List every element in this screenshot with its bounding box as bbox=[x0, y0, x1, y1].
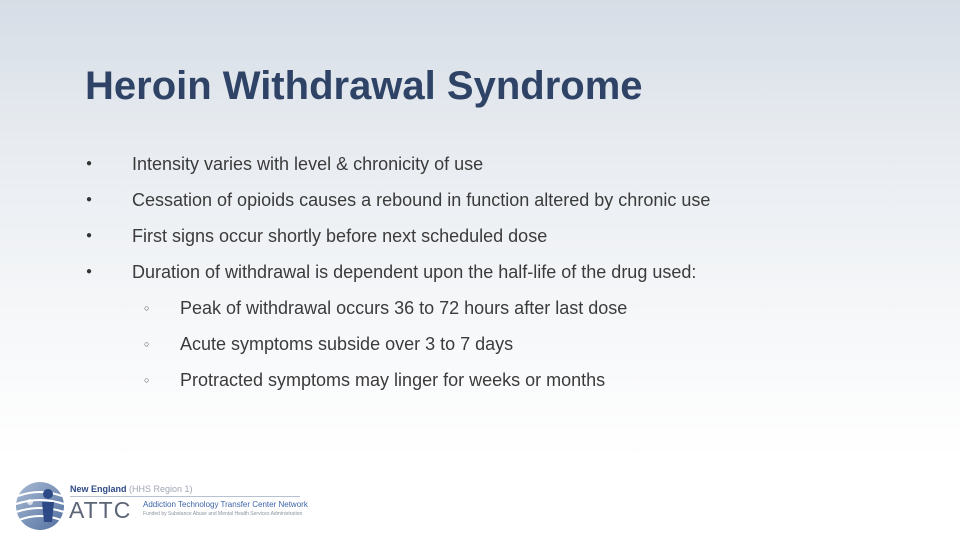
logo-network-name: Addiction Technology Transfer Center Network bbox=[143, 500, 308, 509]
bullet-text: Intensity varies with level & chronicity of use bbox=[132, 154, 484, 174]
sub-bullet-text: Protracted symptoms may linger for weeks or months bbox=[180, 370, 606, 390]
bullet-item bbox=[86, 152, 484, 176]
bullet-dot-icon: ● bbox=[86, 266, 93, 277]
logo-region-label bbox=[70, 484, 193, 494]
logo-hhs-region: (HHS Region 1) bbox=[129, 484, 193, 494]
bullet-circle-icon: ○ bbox=[144, 339, 150, 349]
logo-funded-by: Funded by Substance Abuse and Mental Health Services Administration bbox=[143, 511, 303, 517]
bullet-item bbox=[86, 260, 697, 284]
sub-bullet-item bbox=[144, 332, 514, 356]
bullet-text: First signs occur shortly before next scheduled dose bbox=[132, 226, 548, 246]
logo-region: New England bbox=[70, 484, 127, 494]
sub-bullet-item bbox=[144, 296, 628, 320]
bullet-dot-icon: ● bbox=[86, 230, 93, 241]
bullet-dot-icon: ● bbox=[86, 158, 93, 169]
logo-acronym: ATTC bbox=[69, 497, 132, 523]
bullet-text: Duration of withdrawal is dependent upon the half-life of the drug used: bbox=[132, 262, 697, 282]
sub-bullet-item bbox=[144, 368, 606, 392]
bullet-item bbox=[86, 188, 711, 212]
bullet-item bbox=[86, 224, 548, 248]
sub-bullet-text: Acute symptoms subside over 3 to 7 days bbox=[180, 334, 514, 354]
bullet-text: Cessation of opioids causes a rebound in function altered by chronic use bbox=[132, 190, 711, 210]
bullet-circle-icon: ○ bbox=[144, 303, 150, 313]
bullet-circle-icon: ○ bbox=[144, 375, 150, 385]
slide-title: Heroin Withdrawal Syndrome bbox=[85, 64, 643, 108]
globe-figure-icon bbox=[12, 478, 72, 536]
bullet-dot-icon: ● bbox=[86, 194, 93, 205]
sub-bullet-text: Peak of withdrawal occurs 36 to 72 hours after last dose bbox=[180, 298, 628, 318]
